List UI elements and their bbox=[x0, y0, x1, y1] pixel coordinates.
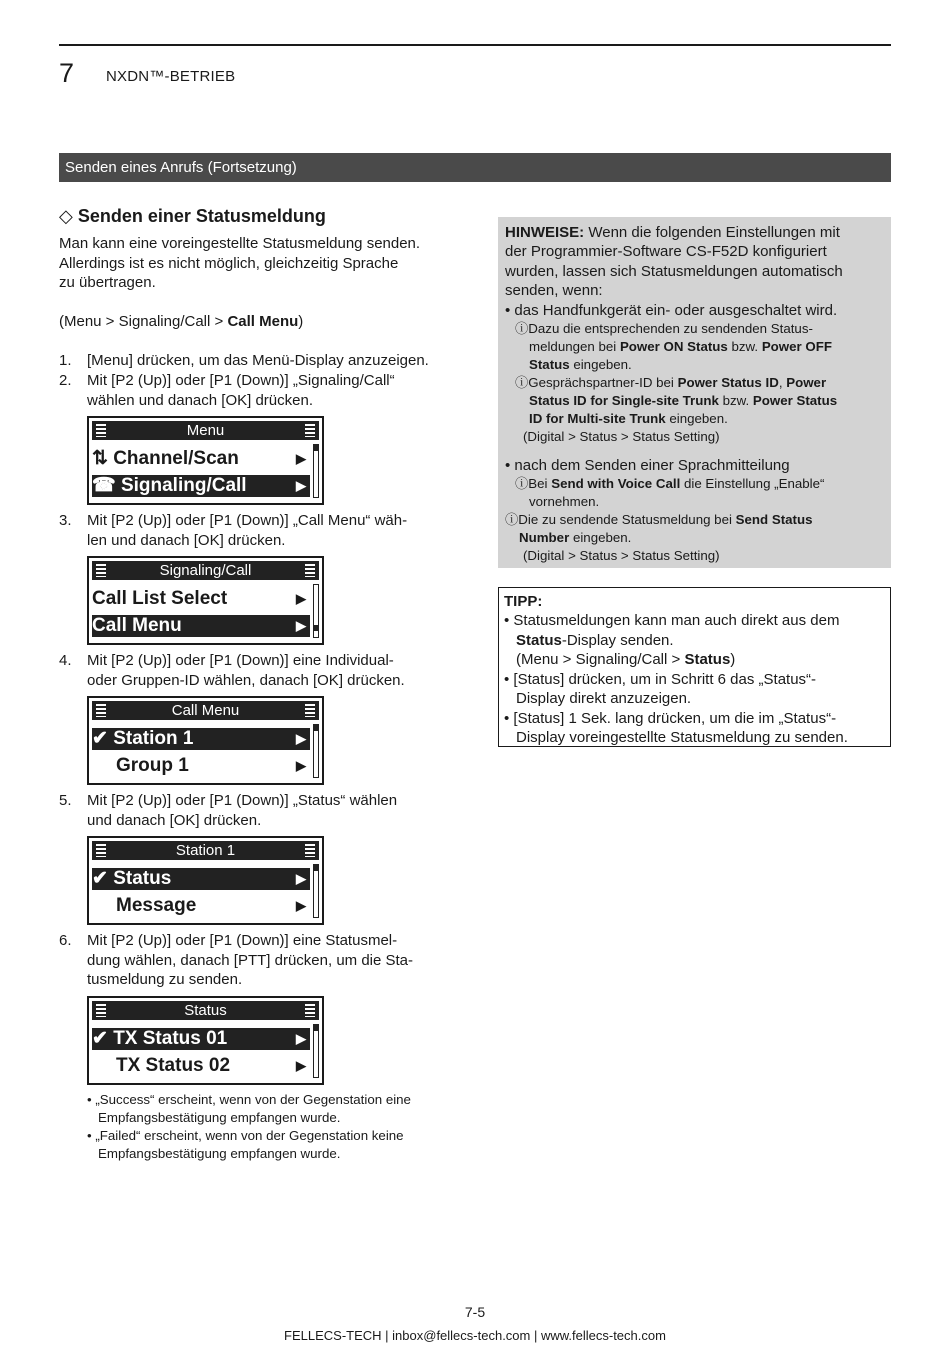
notes-subline: ⓘBei Send with Voice Call die Einstellung „Enable“ bbox=[515, 476, 825, 491]
notes-box bbox=[498, 217, 891, 568]
check-icon: ✔ bbox=[92, 868, 108, 889]
lcd-row-selected: Call Menu ▶ bbox=[92, 615, 310, 637]
intro-paragraph bbox=[59, 234, 459, 293]
arrow-right-icon: ▶ bbox=[296, 1031, 306, 1046]
list-icon bbox=[96, 424, 106, 437]
check-icon: ✔ bbox=[92, 728, 108, 749]
arrow-right-icon: ▶ bbox=[296, 1058, 306, 1073]
notes-line: senden, wenn: bbox=[505, 282, 603, 299]
lcd-title-bar: Signaling/Call bbox=[92, 561, 319, 580]
notes-subline: Number eingeben. bbox=[519, 530, 632, 545]
notes-path: (Digital > Status > Status Setting) bbox=[523, 429, 720, 444]
result-note-success: • „Success“ erscheint, wenn von der Gegenstation eine Empfangsbestätigung empfangen wurde. bbox=[87, 1092, 411, 1125]
lcd-row-selected: ✔ Station 1 ▶ bbox=[92, 728, 310, 750]
lcd-scrollbar bbox=[313, 724, 319, 778]
page-number: 7-5 bbox=[464, 1304, 486, 1320]
notes-line: wurden, lassen sich Statusmeldungen automatisch bbox=[505, 263, 843, 280]
section-heading bbox=[59, 206, 326, 227]
tip-line: • [Status] drücken, um in Schritt 6 das „Status“- bbox=[504, 671, 817, 688]
check-icon: ✔ bbox=[92, 1028, 108, 1049]
arrow-right-icon: ▶ bbox=[296, 871, 306, 886]
intro-line: zu übertragen. bbox=[59, 274, 156, 292]
notes-line: HINWEISE: Wenn die folgenden Einstellungen mit bbox=[505, 224, 840, 241]
tip-line: • [Status] 1 Sek. lang drücken, um die im „Status“- bbox=[504, 710, 837, 727]
lcd-screen-menu bbox=[87, 416, 324, 505]
footer-credits: FELLECS-TECH | inbox@fellecs-tech.com | www.fellecs-tech.com bbox=[284, 1328, 666, 1343]
result-note-failed: • „Failed“ erscheint, wenn von der Gegenstation keine Empfangsbestätigung empfangen wurde. bbox=[87, 1128, 404, 1161]
notes-subline: Status eingeben. bbox=[529, 357, 632, 372]
lcd-row: Call List Select ▶ bbox=[92, 588, 306, 609]
phone-icon: ☎ bbox=[92, 475, 116, 496]
notes-path: (Digital > Status > Status Setting) bbox=[523, 548, 720, 563]
arrow-right-icon: ▶ bbox=[296, 898, 306, 913]
list-icon bbox=[305, 424, 315, 437]
notes-bullet: • nach dem Senden einer Sprachmitteilung bbox=[505, 457, 790, 474]
lcd-screen-callmenu bbox=[87, 696, 324, 785]
lcd-title-bar: Menu bbox=[92, 421, 319, 440]
diamond-icon: ◇ bbox=[59, 206, 73, 226]
tip-label: TIPP: bbox=[504, 593, 543, 610]
lcd-screen-signaling bbox=[87, 556, 324, 645]
header-rule bbox=[59, 44, 891, 46]
menu-path: (Menu > Signaling/Call > Call Menu) bbox=[59, 313, 304, 330]
lcd-title-bar: Station 1 bbox=[92, 841, 319, 860]
lcd-screen-status bbox=[87, 996, 324, 1085]
notes-subline: vornehmen. bbox=[529, 494, 600, 509]
notes-subline: ID for Multi-site Trunk eingeben. bbox=[529, 411, 728, 426]
lcd-row: TX Status 02 ▶ bbox=[116, 1055, 306, 1076]
arrow-right-icon: ▶ bbox=[296, 618, 306, 633]
notes-subline: ⓘDazu die entsprechenden zu sendenden Status- bbox=[515, 321, 813, 336]
heading-text: Senden einer Statusmeldung bbox=[77, 206, 326, 226]
arrow-right-icon: ▶ bbox=[296, 591, 306, 606]
list-icon bbox=[96, 704, 106, 717]
arrow-right-icon: ▶ bbox=[296, 731, 306, 746]
lcd-row: Message ▶ bbox=[116, 895, 306, 916]
list-icon bbox=[305, 704, 315, 717]
lcd-scrollbar bbox=[313, 584, 319, 638]
arrow-right-icon: ▶ bbox=[296, 478, 306, 493]
list-icon bbox=[305, 1004, 315, 1017]
intro-line: Man kann eine voreingestellte Statusmeldung senden. bbox=[59, 235, 421, 252]
chapter-number: 7 bbox=[59, 58, 75, 88]
lcd-row: ⇅ Channel/Scan ▶ bbox=[92, 448, 306, 469]
lcd-title-bar: Status bbox=[92, 1001, 319, 1020]
tip-line: • Statusmeldungen kann man auch direkt aus dem bbox=[504, 612, 840, 629]
tip-line: Status-Display senden. bbox=[516, 632, 674, 649]
lcd-scrollbar bbox=[313, 1024, 319, 1078]
arrow-right-icon: ▶ bbox=[296, 451, 306, 466]
notes-bullet: • das Handfunkgerät ein- oder ausgeschaltet wird. bbox=[505, 302, 838, 319]
notes-subline: Status ID for Single-site Trunk bzw. Power Status bbox=[529, 393, 838, 408]
tip-line: Display direkt anzuzeigen. bbox=[516, 690, 692, 707]
lcd-row-selected: ✔ TX Status 01 ▶ bbox=[92, 1028, 310, 1050]
list-icon bbox=[96, 564, 106, 577]
chapter-title: NXDN™-BETRIEB bbox=[106, 68, 236, 85]
tip-line: (Menu > Signaling/Call > Status) bbox=[516, 651, 736, 668]
lcd-title-bar: Call Menu bbox=[92, 701, 319, 720]
lcd-row: Group 1 ▶ bbox=[116, 755, 306, 776]
lcd-scrollbar bbox=[313, 444, 319, 498]
list-icon bbox=[305, 564, 315, 577]
notes-subline: meldungen bei Power ON Status bzw. Power OFF bbox=[529, 339, 832, 354]
lcd-screen-station bbox=[87, 836, 324, 925]
lcd-row-selected: ✔ Status ▶ bbox=[92, 868, 310, 890]
intro-line: Allerdings ist es nicht möglich, gleichzeitig Sprache bbox=[59, 254, 399, 272]
sort-icon: ⇅ bbox=[92, 448, 108, 469]
list-icon bbox=[96, 1004, 106, 1017]
lcd-scrollbar bbox=[313, 864, 319, 918]
notes-subline: ⓘDie zu sendende Statusmeldung bei Send Status bbox=[505, 512, 813, 527]
lcd-row-selected: ☎ Signaling/Call ▶ bbox=[92, 475, 310, 497]
notes-subline: ⓘGesprächspartner-ID bei Power Status ID, Power bbox=[515, 375, 827, 390]
arrow-right-icon: ▶ bbox=[296, 758, 306, 773]
list-icon bbox=[305, 844, 315, 857]
tip-box bbox=[498, 587, 891, 747]
tip-line: Display voreingestellte Statusmeldung zu senden. bbox=[516, 729, 848, 746]
notes-line: der Programmier-Software CS-F52D konfiguriert bbox=[505, 243, 827, 260]
section-bar: Senden eines Anrufs (Fortsetzung) bbox=[59, 153, 891, 182]
list-icon bbox=[96, 844, 106, 857]
